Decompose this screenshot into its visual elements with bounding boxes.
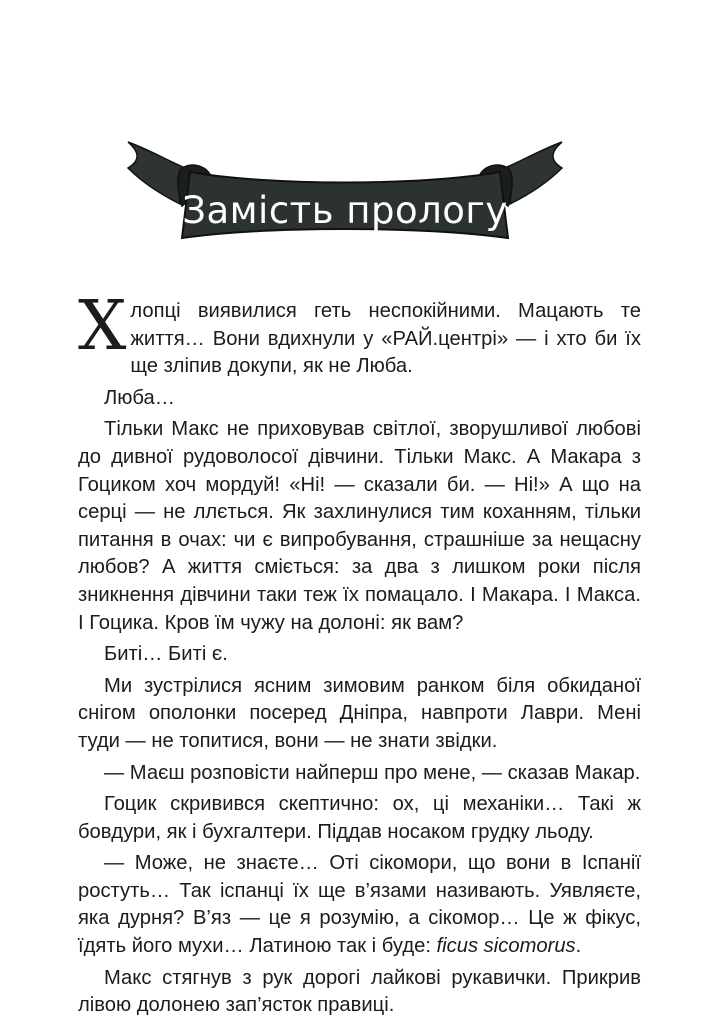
paragraph: — Маєш розповісти найперш про мене, — сказав Макар.: [104, 761, 641, 784]
paragraph: Биті… Биті є.: [104, 643, 228, 666]
paragraph: Тільки Макс не приховував світлої, зворушливої любові до дивної рудоволосої дівчини. Тільки Макс. А Макара з Гоциком хоч мордуй! «Ні! — сказали би. — Ні!» А що на серці — не ллється. Як захлинулися тим коханням, тільки питання в очах: чи є випробування, страшніше за нещасну любов? А життя сміється: за два з лишком роки після зникнення дівчини таки теж їх помацало. І Макара. І Макса. І Гоцика. Кров їм чужу на долоні: як вам?: [78, 418, 641, 634]
paragraph: Гоцик скривився скептично: ох, ці механіки… Такі ж бовдури, як і бухгалтери. Піддав носаком грудку льоду.: [78, 793, 641, 843]
latin-term: ficus sicomorus: [436, 935, 576, 958]
chapter-text: [78, 287, 641, 1024]
chapter-title: Замість прологу: [182, 188, 508, 232]
paragraph: Люба…: [104, 386, 175, 409]
paragraph: Макс стягнув з рук дорогі лайкові рукавички. Прикрив лівою долонею зап’ясток правиці.: [78, 966, 641, 1017]
drop-cap: Х: [78, 287, 127, 366]
paragraph: Ми зустрілися ясним зимовим ранком біля обкиданої снігом ополонки посеред Дніпра, навпроти Лаври. Мені туди — не топитися, вони — не знати звідки.: [78, 674, 641, 752]
paragraph: — Може, не знаєте… Оті сікомори, що вони в Іспанії ростуть… Так іспанці їх ще в’язами називають. Уявляєте, яка дурня? В’яз — це я розумію, а сікомор… Це ж фікус, їдять його мухи… Латиною так і буде: ficus sicomorus.: [78, 852, 641, 958]
paragraph: Хлопці виявилися геть неспокійними. Мацають те життя… Вони вдихнули у «РАЙ.центрі» — і хто би їх ще зліпив докупи, як не Люба.: [78, 287, 641, 378]
